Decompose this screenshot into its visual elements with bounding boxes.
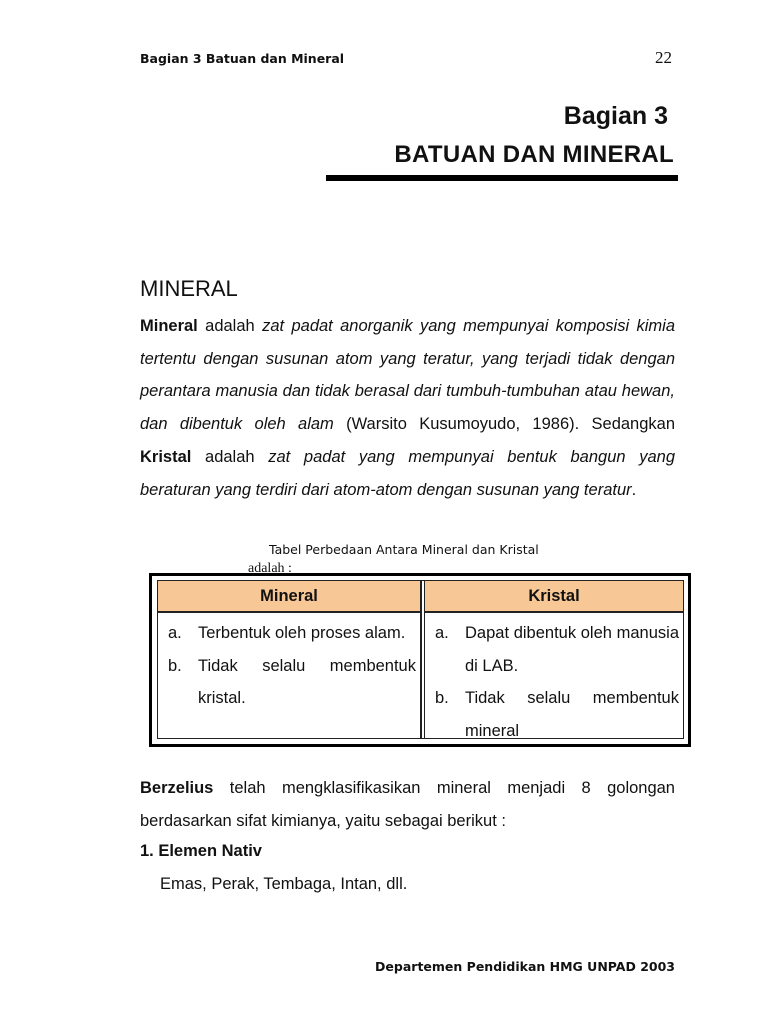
item-marker: b. bbox=[435, 689, 449, 707]
paragraph-text: . bbox=[631, 480, 637, 499]
term-mineral: Mineral bbox=[140, 317, 198, 335]
section-heading: MINERAL bbox=[140, 276, 238, 301]
paragraph-text: adalah bbox=[191, 447, 269, 466]
item-text: Terbentuk oleh proses alam. bbox=[198, 624, 406, 642]
classification-paragraph bbox=[140, 772, 675, 837]
list-item bbox=[429, 682, 679, 747]
table-inner-frame bbox=[157, 580, 684, 739]
item-marker: a. bbox=[168, 624, 182, 642]
mineral-column bbox=[158, 581, 422, 738]
title-underline bbox=[326, 175, 678, 181]
table-caption: Tabel Perbedaan Antara Mineral dan Kristal bbox=[269, 542, 539, 557]
kristal-definition: zat padat yang mempunyai bentuk bangun yang beraturan yang terdiri dari atom-atom dengan susunan yang teratur bbox=[140, 447, 675, 499]
term-berzelius: Berzelius bbox=[140, 779, 214, 797]
item-marker: a. bbox=[435, 624, 449, 642]
list-item bbox=[162, 617, 416, 650]
item-text: Tidak selalu membentuk kristal. bbox=[198, 656, 416, 707]
kristal-cell bbox=[425, 613, 683, 747]
mineral-definition: zat padat anorganik yang mempunyai komposisi kimia tertentu dengan susunan atom yang teratur, yang terjadi tidak dengan perantara manusia dan tidak berasal dari tumbuh-tumbuhan atau hewan, dan dibentuk oleh alam bbox=[140, 317, 676, 434]
mineral-definition-paragraph bbox=[140, 310, 675, 506]
comparison-table bbox=[149, 573, 691, 747]
paragraph-text: telah mengklasifikasikan mineral menjadi 8 golongan berdasarkan sifat kimianya, yaitu sebagai berikut : bbox=[140, 779, 675, 830]
paragraph-text: (Warsito Kusumoyudo, 1986). Sedangkan bbox=[333, 415, 675, 434]
chapter-title: BATUAN DAN MINERAL bbox=[394, 141, 674, 168]
list-item bbox=[162, 650, 416, 715]
item-text: Dapat dibentuk oleh manusia di LAB. bbox=[465, 624, 679, 675]
header-mineral: Mineral bbox=[158, 581, 420, 613]
page-footer: Departemen Pendidikan HMG UNPAD 2003 bbox=[375, 959, 675, 974]
list-body: Emas, Perak, Tembaga, Intan, dll. bbox=[160, 875, 408, 893]
list-item bbox=[429, 617, 679, 682]
running-header: Bagian 3 Batuan dan Mineral bbox=[140, 51, 345, 66]
item-text: Tidak selalu membentuk mineral bbox=[465, 689, 679, 740]
term-kristal: Kristal bbox=[140, 447, 192, 466]
list-heading: 1. Elemen Nativ bbox=[140, 842, 262, 860]
page-number: 22 bbox=[655, 48, 672, 67]
item-marker: b. bbox=[168, 656, 182, 675]
stray-text: adalah : bbox=[248, 561, 292, 573]
mineral-cell bbox=[158, 613, 420, 715]
chapter-label: Bagian 3 bbox=[563, 102, 668, 130]
kristal-column bbox=[424, 581, 683, 738]
paragraph-text: adalah bbox=[197, 317, 263, 335]
header-kristal: Kristal bbox=[425, 581, 683, 613]
